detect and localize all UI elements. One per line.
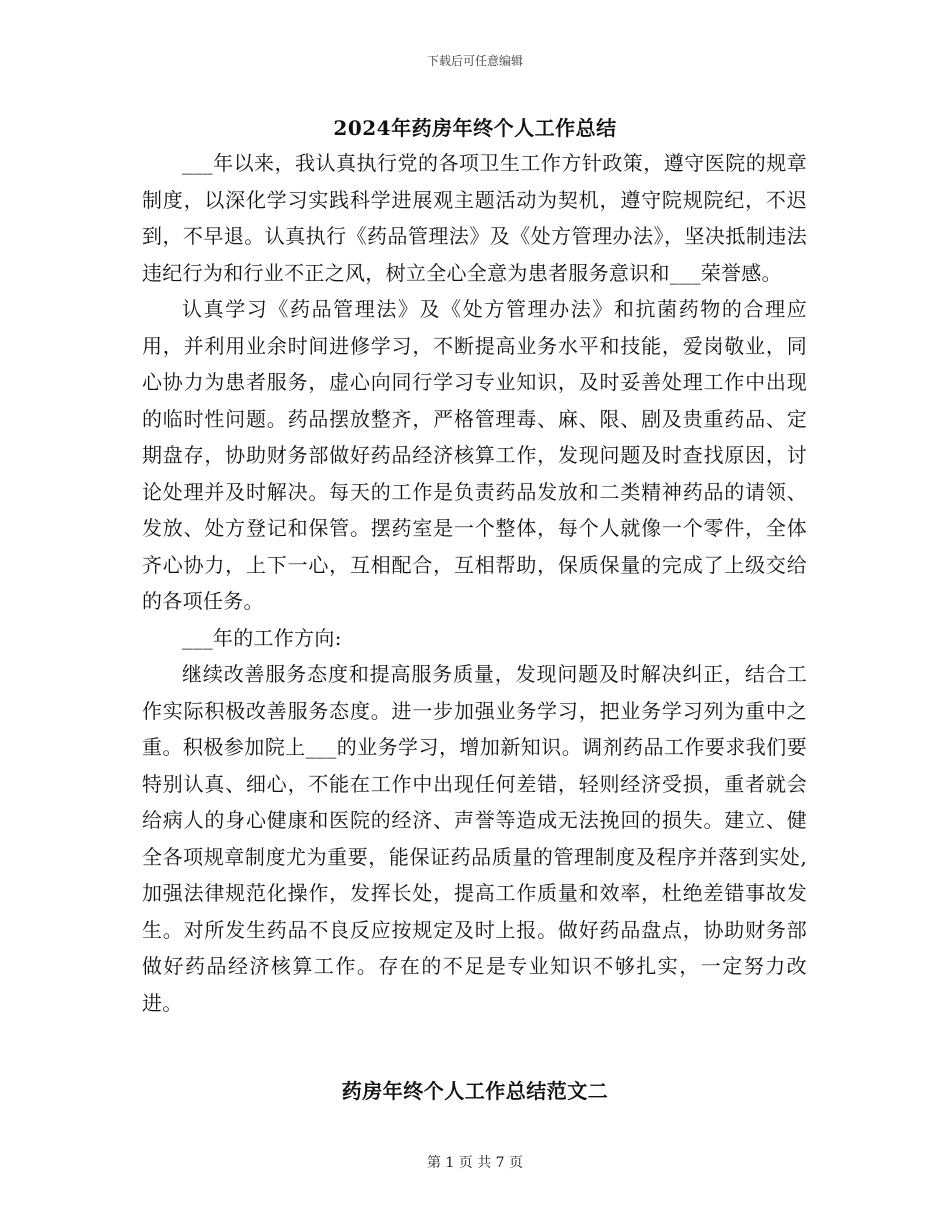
page-header-note: 下载后可任意编辑 <box>426 54 523 68</box>
document-title: 2024年药房年终个人工作总结 <box>333 116 617 140</box>
document-body <box>142 145 807 1021</box>
paragraph-2: 认真学习《药品管理法》及《处方管理办法》和抗菌药物的合理应用，并利用业余时间进修学习，不断提高业务水平和技能，爱岗敬业，同心协力为患者服务，虚心向同行学习专业知识，及时妥善处理工作中出现的临时性问题。药品摆放整齐，严格管理毒、麻、限、剧及贵重药品、定期盘存，协助财务部做好药品经济核算工作，发现问题及时查找原因，讨论处理并及时解决。每天的工作是负责药品发放和二类精神药品的请领、发放、处方登记和保管。摆药室是一个整体，每个人就像一个零件，全体齐心协力，上下一心，互相配合，互相帮助，保质保量的完成了上级交给的各项任务。 <box>142 297 807 613</box>
paragraph-1: ___年以来，我认真执行党的各项卫生工作方针政策，遵守医院的规章制度，以深化学习实践科学进展观主题活动为契机，遵守院规院纪，不迟到，不早退。认真执行《药品管理法》及《处方管理办法》，坚决抵制违法违纪行为和行业不正之风，树立全心全意为患者服务意识和___荣誉感。 <box>142 151 807 285</box>
paragraph-4: 继续改善服务态度和提高服务质量，发现问题及时解决纠正，结合工作实际积极改善服务态度。进一步加强业务学习，把业务学习列为重中之重。积极参加院上___的业务学习，增加新知识。调剂药品工作要求我们要特别认真、细心，不能在工作中出现任何差错，轻则经济受损，重者就会给病人的身心健康和医院的经济、声誉等造成无法挽回的损失。建立、健全各项规章制度尤为重要，能保证药品质量的管理制度及程序并落到实处,加强法律规范化操作，发挥长处，提高工作质量和效率，杜绝差错事故发生。对所发生药品不良反应按规定及时上报。做好药品盘点，协助财务部做好药品经济核算工作。存在的不足是专业知识不够扎实，一定努力改进。 <box>142 662 807 1015</box>
section-title: 药房年终个人工作总结范文二 <box>341 1079 609 1103</box>
paragraph-3: ___年的工作方向: <box>182 625 342 650</box>
page-number: 第 1 页 共 7 页 <box>426 1155 524 1171</box>
